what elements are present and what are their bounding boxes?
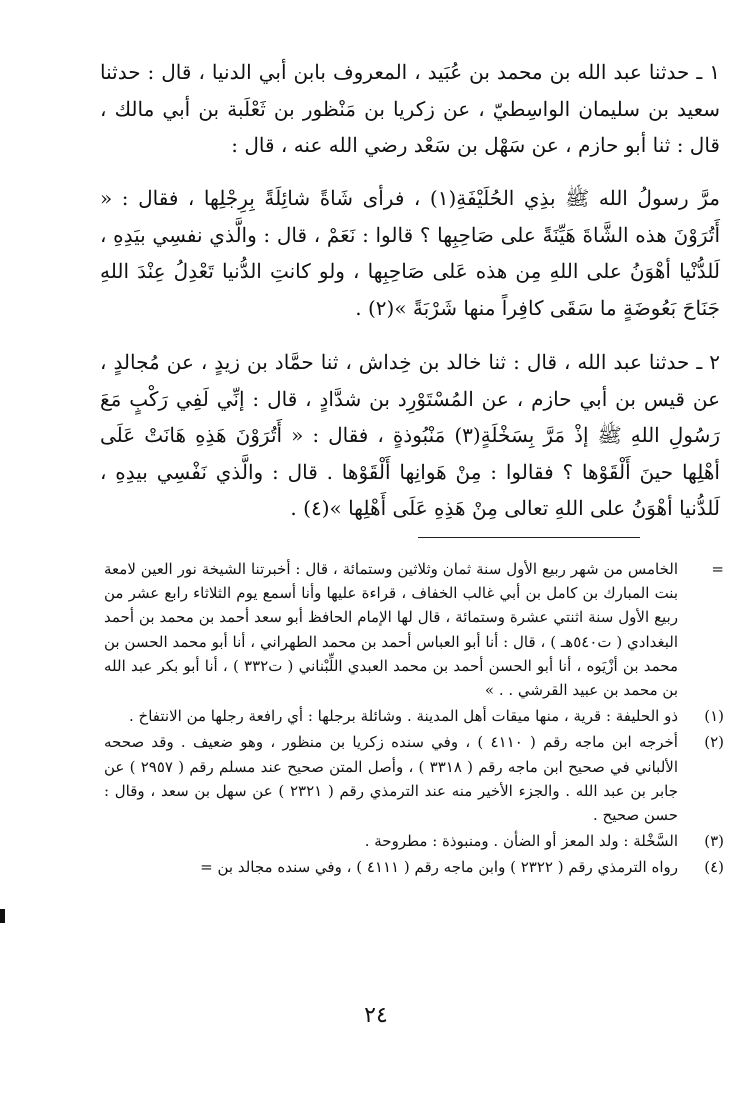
footnote-marker: (١) <box>704 707 724 726</box>
footnote-4 <box>104 855 724 879</box>
footnote-marker: (٣) <box>704 832 724 851</box>
footnote-text: أخرجه ابن ماجه رقم ( ٤١١٠ ) ، وفي سنده زكريا بن منظور ، وهو ضعيف . وقد صححه الألباني في صحيح ابن ماجه رقم ( ٣٣١٨ ) ، وأصل المتن صحيح عند مسلم رقم ( ٢٩٥٧ ) عن جابر بن عبد الله . والجزء الأخير منه عند الترمذي رقم ( ٢٣٢١ ) عن سهل بن سعد ، وقال : حسن صحيح . <box>104 733 678 825</box>
footnote-text: رواه الترمذي رقم ( ٢٣٢٢ ) وابن ماجه رقم ( ٤١١١ ) ، وفي سنده مجالد بن = <box>200 858 678 877</box>
scan-edge-mark <box>0 909 5 923</box>
footnote-text: الخامس من شهر ربيع الأول سنة ثمان وثلاثين وستمائة ، قال : أخبرتنا الشيخة نور العين لامعة بنت المبارك بن كامل بن أبي غالب الخفاف ، قراءة عليها وأنا أسمع يوم الثلاثاء رابع عشر من ربيع الأول سنة اثنتي عشرة وستمائة ، قال لها الإمام الحافظ أبو سعد أحمد بن محمد بن أحمد البغدادي ( ت٥٤٠هـ ) ، قال : أنا أبو العباس أحمد بن محمد الطهراني ، أنا أبو محمد الحسن بن محمد بن أزْيَوه ، أنا أبو الحسن أحمد بن محمد العبدي اللِّبْناني ( ت٣٣٢ ) ، أنا أبو بكر عبد الله بن محمد بن عبيد القرشي . . » <box>104 560 678 700</box>
footnote-divider <box>418 537 640 538</box>
footnote-marker: (٤) <box>704 858 724 877</box>
footnote-text: ذو الحليفة : قرية ، منها ميقات أهل المدينة . وشائلة برجلها : أي رافعة رجلها من الانتفاخ . <box>129 707 678 726</box>
hadith-2-text: ٢ ـ حدثنا عبد الله ، قال : ثنا خالد بن خِداش ، ثنا حمَّاد بن زيدٍ ، عن مُجالدٍ ، عن قيس بن أبي حازم ، عن المُسْتَوْرِد بن شدَّادٍ ، قال : إنِّي لَفِي رَكْبٍ مَعَ رَسُولِ اللهِ ﷺ إذْ مَرَّ بِسَخْلَةٍ(٣) مَنْبُوذةٍ ، فقال : « أَتُرَوْنَ هَذِهِ هَانَتْ عَلَى أهْلِها حينَ أَلْقَوْها ؟ فقالوا : مِنْ هَوانِها أَلْقَوْها . قال : والَّذي نَفْسِي بيدِهِ ، لَلدُّنيا أهْوَنُ على اللهِ تعالى مِنْ هَذِهِ عَلَى أَهْلِها »(٤) . <box>100 350 720 520</box>
footnote-text: السَّخْلة : ولد المعز أو الضأن . ومنبوذة : مطروحة . <box>364 832 678 851</box>
footnotes-section <box>104 557 724 880</box>
hadith-1-matn: مرَّ رسولُ الله ﷺ بذِي الحُلَيْفَةِ(١) ، فرأى شَاةً شائِلَةً بِرِجْلِها ، فقال : « أَتُرَوْنَ هذه الشَّاةَ هَيِّنَةً على صَاحِبِها ؟ قالوا : نَعَمْ ، قال : والَّذي نفسِي بيَدِهِ ، لَلدُّنْيا أهْوَنُ على اللهِ مِن هذه عَلى صَاحِبِها ، ولو كانتِ الدُّنيا تَعْدِلُ عِنْدَ اللهِ جَنَاحَ بَعُوضَةٍ ما سَقَى كافِراً منها شَرْبَةً »(٢) . <box>100 186 720 320</box>
footnote-2 <box>104 730 724 827</box>
hadith-1-isnad: ١ ـ حدثنا عبد الله بن محمد بن عُبَيد ، المعروف بابن أبي الدنيا ، قال : حدثنا سعيد بن سليمان الواسِطيّ ، عن زكريا بن مَنْظور بن ثَعْلَبة بن أبي مالك ، قال : ثنا أبو حازم ، عن سَهْل بن سَعْد رضي الله عنه ، قال : <box>100 60 720 157</box>
footnote-continuation <box>104 557 724 702</box>
footnote-1 <box>104 704 724 728</box>
footnote-marker: (٢) <box>704 733 724 752</box>
page-number: ٢٤ <box>364 1003 388 1028</box>
footnote-3 <box>104 829 724 853</box>
footnote-marker: = <box>711 560 724 578</box>
